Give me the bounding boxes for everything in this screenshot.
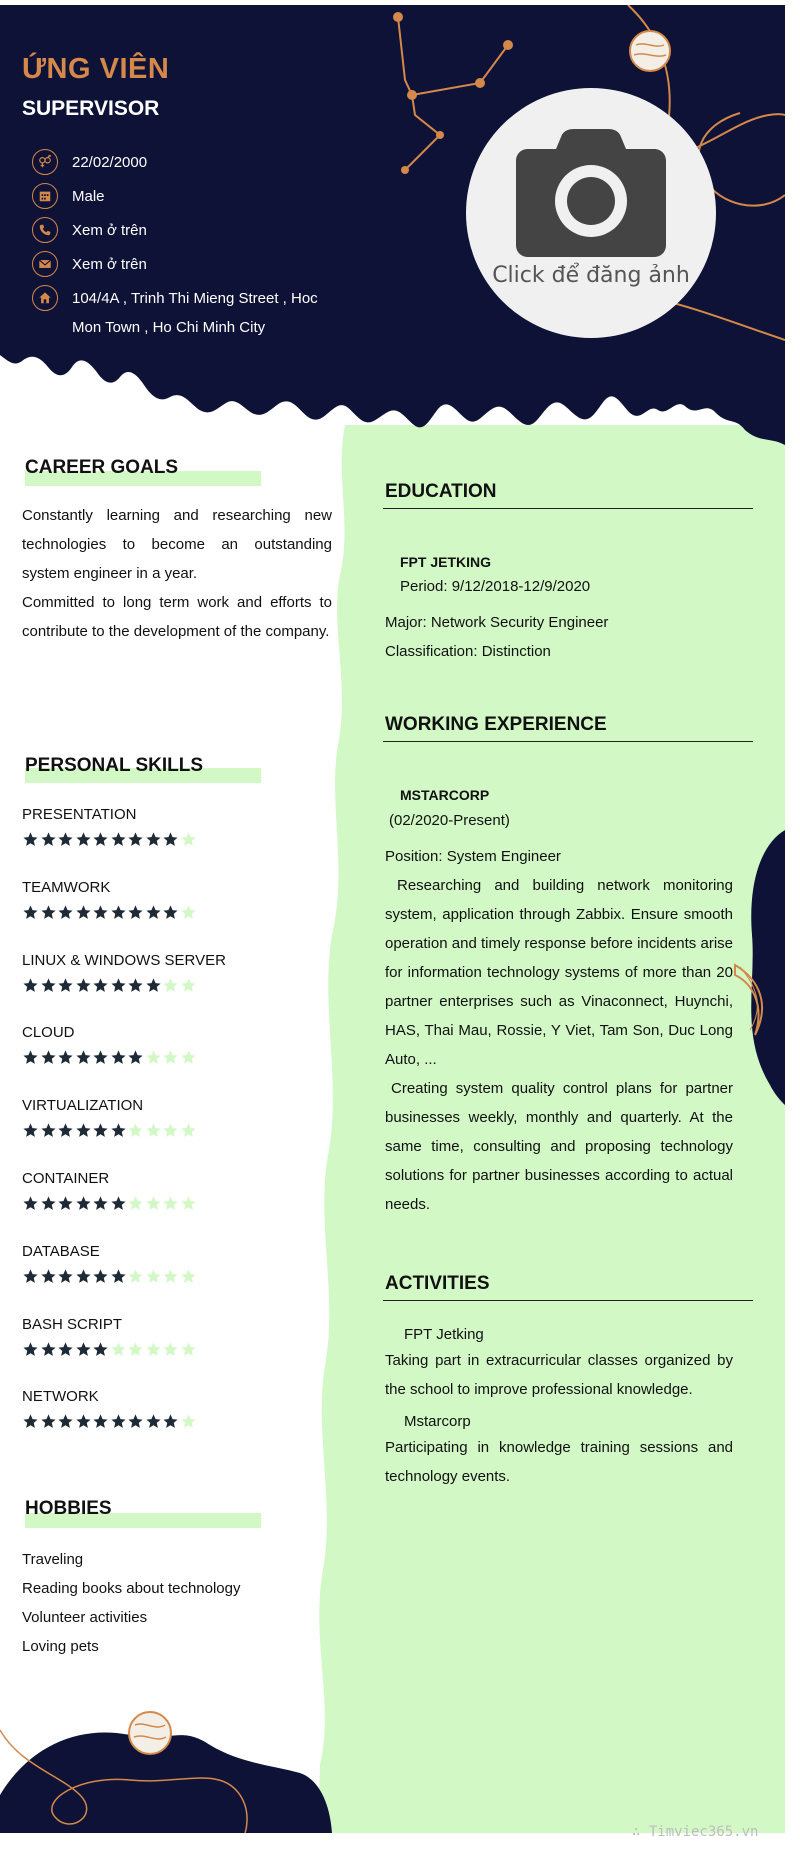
skill-item — [22, 951, 272, 997]
star-empty-icon — [127, 1341, 144, 1358]
watermark-text: Timviec365.vn — [648, 1824, 759, 1840]
star-filled-icon — [127, 831, 144, 848]
candidate-name: ỨNG VIÊN — [22, 53, 170, 85]
star-filled-icon — [22, 977, 39, 994]
star-empty-icon — [180, 1049, 197, 1066]
education-period: Period: 9/12/2018-12/9/2020 — [400, 578, 591, 595]
contact-value: 104/4A , Trinh Thi Mieng Street , Hoc Mon Town , Ho Chi Minh City — [72, 290, 318, 336]
gender-icon — [32, 149, 58, 175]
activity-org: Mstarcorp — [404, 1413, 471, 1430]
star-filled-icon — [92, 1122, 109, 1139]
star-filled-icon — [57, 1341, 74, 1358]
skill-item — [22, 1169, 272, 1215]
star-filled-icon — [57, 904, 74, 921]
star-filled-icon — [40, 977, 57, 994]
star-filled-icon — [57, 1195, 74, 1212]
experience-paragraph: Creating system quality control plans for partner businesses weekly, monthly and quarterly. At the same time, consulting and proposing technology solutions for partner businesses according to actual needs. — [385, 1080, 733, 1213]
star-empty-icon — [145, 1341, 162, 1358]
skill-name: CLOUD — [22, 1024, 75, 1042]
star-filled-icon — [57, 977, 74, 994]
skill-name: BASH SCRIPT — [22, 1315, 123, 1333]
star-filled-icon — [75, 1195, 92, 1212]
star-filled-icon — [57, 831, 74, 848]
skill-name: LINUX & WINDOWS SERVER — [22, 951, 226, 969]
education-divider — [383, 508, 753, 509]
star-filled-icon — [57, 1268, 74, 1285]
experience-company: MSTARCORP — [400, 787, 490, 803]
star-empty-icon — [127, 1195, 144, 1212]
star-filled-icon — [75, 831, 92, 848]
star-empty-icon — [162, 1341, 179, 1358]
star-filled-icon — [40, 1268, 57, 1285]
education-school: FPT JETKING — [400, 554, 492, 570]
skill-name: PRESENTATION — [22, 806, 137, 823]
skill-rating — [22, 1413, 272, 1433]
star-filled-icon — [110, 831, 127, 848]
star-filled-icon — [40, 1049, 57, 1066]
star-filled-icon — [40, 1413, 57, 1430]
activities-divider — [383, 1300, 753, 1301]
education-title: EDUCATION — [385, 481, 497, 502]
star-filled-icon — [127, 904, 144, 921]
star-filled-icon — [57, 1049, 74, 1066]
star-filled-icon — [22, 831, 39, 848]
star-filled-icon — [22, 1413, 39, 1430]
activities-title: ACTIVITIES — [385, 1273, 490, 1294]
email-icon — [32, 251, 58, 277]
star-filled-icon — [22, 1122, 39, 1139]
skill-name: DATABASE — [22, 1242, 100, 1260]
experience-title: WORKING EXPERIENCE — [385, 714, 607, 735]
photo-caption: Click để đăng ảnh — [492, 262, 690, 288]
star-filled-icon — [22, 904, 39, 921]
hobby-item: Loving pets — [22, 1638, 99, 1655]
star-filled-icon — [40, 831, 57, 848]
star-filled-icon — [145, 831, 162, 848]
star-filled-icon — [75, 1049, 92, 1066]
star-filled-icon — [127, 977, 144, 994]
star-filled-icon — [92, 977, 109, 994]
star-filled-icon — [75, 1341, 92, 1358]
skill-rating — [22, 977, 272, 997]
star-empty-icon — [162, 977, 179, 994]
star-filled-icon — [92, 1341, 109, 1358]
career-goal-paragraph: Committed to long term work and efforts to contribute to the development of the company. — [22, 594, 332, 640]
skill-rating — [22, 904, 272, 924]
star-filled-icon — [92, 1413, 109, 1430]
skill-rating — [22, 831, 272, 851]
experience-position: Position: System Engineer — [385, 848, 561, 865]
watermark-icon: ∴ — [632, 1824, 649, 1840]
star-empty-icon — [127, 1268, 144, 1285]
star-empty-icon — [145, 1122, 162, 1139]
activity-org: FPT Jetking — [404, 1326, 484, 1343]
planet-top — [630, 31, 670, 71]
star-filled-icon — [145, 1413, 162, 1430]
star-empty-icon — [180, 1341, 197, 1358]
star-empty-icon — [127, 1122, 144, 1139]
hobbies-title: HOBBIES — [25, 1498, 112, 1519]
skill-item — [22, 1096, 272, 1142]
star-filled-icon — [92, 1195, 109, 1212]
skill-rating — [22, 1268, 272, 1288]
star-filled-icon — [92, 831, 109, 848]
star-empty-icon — [145, 1268, 162, 1285]
star-filled-icon — [22, 1341, 39, 1358]
camera-icon — [516, 127, 666, 257]
star-empty-icon — [145, 1049, 162, 1066]
star-filled-icon — [110, 1049, 127, 1066]
star-filled-icon — [110, 1268, 127, 1285]
activity-description: Participating in knowledge training sessions and technology events. — [385, 1439, 733, 1485]
contact-phone — [32, 216, 322, 245]
contact-email — [32, 250, 322, 279]
photo-upload[interactable] — [466, 88, 716, 338]
star-empty-icon — [180, 1195, 197, 1212]
home-icon — [32, 285, 58, 311]
star-empty-icon — [180, 1122, 197, 1139]
star-filled-icon — [22, 1268, 39, 1285]
star-filled-icon — [162, 831, 179, 848]
star-filled-icon — [110, 977, 127, 994]
contact-value: 22/02/2000 — [72, 154, 148, 171]
personal-skills-title: PERSONAL SKILLS — [25, 755, 204, 776]
contact-gender — [32, 182, 322, 211]
skill-item — [22, 1387, 272, 1433]
star-empty-icon — [162, 1122, 179, 1139]
star-filled-icon — [57, 1122, 74, 1139]
star-filled-icon — [75, 1413, 92, 1430]
activity-description: Taking part in extracurricular classes organized by the school to improve professional knowledge. — [385, 1352, 733, 1398]
star-empty-icon — [162, 1049, 179, 1066]
star-filled-icon — [92, 1049, 109, 1066]
experience-paragraph: Researching and building network monitoring system, application through Zabbix. Ensure smooth operation and timely response before incidents arise for information technology systems of more than 20 partner enterprises such as Vinaconnect, Huynchi, HAS, Thai Mau, Rossie, Y Viet, Tam Son, Duc Long Auto, ... — [385, 877, 733, 1068]
skill-rating — [22, 1195, 272, 1215]
hobby-item: Volunteer activities — [22, 1609, 148, 1626]
star-empty-icon — [180, 1413, 197, 1430]
star-filled-icon — [40, 904, 57, 921]
star-filled-icon — [110, 1195, 127, 1212]
skill-item — [22, 878, 272, 924]
star-filled-icon — [75, 1122, 92, 1139]
contact-birthdate — [32, 148, 322, 177]
skill-item — [22, 1242, 272, 1288]
skill-rating — [22, 1049, 272, 1069]
hobby-item: Traveling — [22, 1551, 84, 1568]
star-filled-icon — [92, 1268, 109, 1285]
star-empty-icon — [162, 1268, 179, 1285]
career-goal-paragraph: Constantly learning and researching new technologies to become an outstanding system engineer in a year. — [22, 507, 332, 582]
star-empty-icon — [180, 977, 197, 994]
star-filled-icon — [110, 1122, 127, 1139]
star-filled-icon — [145, 977, 162, 994]
star-filled-icon — [75, 1268, 92, 1285]
candidate-position: SUPERVISOR — [22, 97, 160, 120]
planet-bottom — [129, 1712, 171, 1754]
contact-address — [32, 284, 322, 342]
watermark — [632, 1824, 758, 1840]
experience-divider — [383, 741, 753, 742]
skill-name: VIRTUALIZATION — [22, 1097, 144, 1115]
star-filled-icon — [127, 1413, 144, 1430]
contact-value: Male — [72, 188, 105, 205]
calendar-icon — [32, 183, 58, 209]
star-filled-icon — [22, 1195, 39, 1212]
star-filled-icon — [57, 1413, 74, 1430]
star-filled-icon — [92, 904, 109, 921]
star-empty-icon — [162, 1195, 179, 1212]
skill-name: CONTAINER — [22, 1170, 110, 1187]
skill-rating — [22, 1341, 272, 1361]
star-empty-icon — [180, 904, 197, 921]
hobby-item: Reading books about technology — [22, 1580, 241, 1597]
star-empty-icon — [180, 1268, 197, 1285]
star-filled-icon — [75, 904, 92, 921]
contact-value: Xem ở trên — [72, 222, 147, 239]
star-empty-icon — [145, 1195, 162, 1212]
skill-item — [22, 805, 272, 851]
star-filled-icon — [145, 904, 162, 921]
star-filled-icon — [110, 1413, 127, 1430]
education-major: Major: Network Security Engineer — [385, 614, 609, 631]
star-filled-icon — [162, 904, 179, 921]
experience-period: (02/2020-Present) — [389, 812, 510, 829]
star-filled-icon — [110, 904, 127, 921]
star-filled-icon — [22, 1049, 39, 1066]
skill-name: TEAMWORK — [22, 878, 111, 896]
skill-name: NETWORK — [22, 1388, 99, 1406]
star-filled-icon — [75, 977, 92, 994]
star-filled-icon — [162, 1413, 179, 1430]
skill-item — [22, 1315, 272, 1361]
skill-item — [22, 1023, 272, 1069]
star-filled-icon — [127, 1049, 144, 1066]
education-classification: Classification: Distinction — [385, 643, 551, 660]
career-goals-title: CAREER GOALS — [25, 457, 179, 478]
star-filled-icon — [40, 1195, 57, 1212]
resume-page — [0, 5, 785, 1833]
star-empty-icon — [110, 1341, 127, 1358]
skill-rating — [22, 1122, 272, 1142]
star-filled-icon — [40, 1122, 57, 1139]
star-filled-icon — [40, 1341, 57, 1358]
phone-icon — [32, 217, 58, 243]
star-empty-icon — [180, 831, 197, 848]
contact-value: Xem ở trên — [72, 256, 147, 273]
